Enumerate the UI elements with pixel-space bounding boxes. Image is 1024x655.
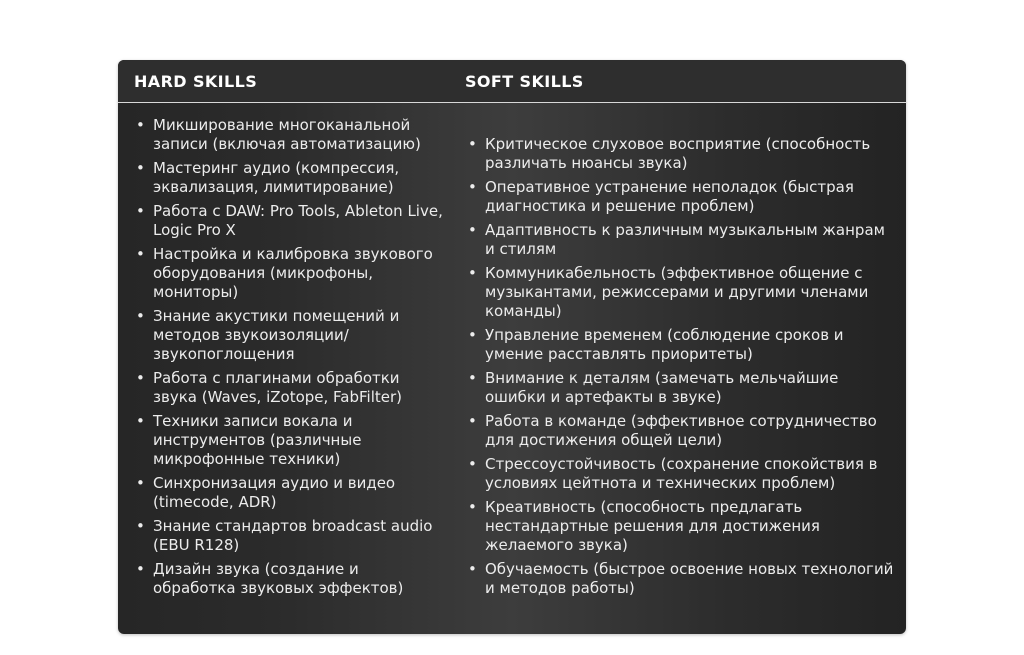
bullet-icon: • — [468, 135, 477, 153]
soft-skill-text: Стрессоустойчивость (сохранение спокойствия в условиях цейтнота и технических проблем) — [485, 455, 878, 492]
list-item — [466, 221, 898, 259]
hard-skill-text: Знание акустики помещений и методов звукоизоляции/ звукопоглощения — [153, 307, 400, 363]
soft-skill-text: Работа в команде (эффективное сотрудничество для достижения общей цели) — [485, 412, 877, 449]
bullet-icon: • — [136, 245, 145, 263]
list-item — [466, 369, 898, 407]
bullet-icon: • — [468, 178, 477, 196]
list-item — [134, 412, 444, 469]
soft-skills-list — [466, 135, 898, 603]
bullet-icon: • — [468, 498, 477, 516]
bullet-icon: • — [136, 369, 145, 387]
bullet-icon: • — [468, 369, 477, 387]
list-item — [134, 560, 444, 598]
list-item — [134, 474, 444, 512]
soft-skill-text: Обучаемость (быстрое освоение новых технологий и методов работы) — [485, 560, 894, 597]
list-item — [134, 245, 444, 302]
bullet-icon: • — [136, 159, 145, 177]
soft-skills-heading: SOFT SKILLS — [465, 72, 584, 91]
list-item — [466, 455, 898, 493]
bullet-icon: • — [468, 326, 477, 344]
list-item — [134, 517, 444, 555]
bullet-icon: • — [468, 560, 477, 578]
list-item — [134, 307, 444, 364]
list-item — [466, 135, 898, 173]
hard-skill-text: Знание стандартов broadcast audio (EBU R128) — [153, 517, 433, 554]
bullet-icon: • — [136, 202, 145, 220]
list-item — [466, 412, 898, 450]
hard-skill-text: Работа с DAW: Pro Tools, Ableton Live, Logic Pro X — [153, 202, 443, 239]
bullet-icon: • — [136, 307, 145, 325]
bullet-icon: • — [136, 412, 145, 430]
hard-skill-text: Синхронизация аудио и видео (timecode, ADR) — [153, 474, 396, 511]
soft-skill-text: Управление временем (соблюдение сроков и умение расставлять приоритеты) — [485, 326, 844, 363]
bullet-icon: • — [136, 560, 145, 578]
bullet-icon: • — [136, 517, 145, 535]
soft-skill-text: Коммуникабельность (эффективное общение с музыкантами, режиссерами и другими членами команды) — [485, 264, 869, 320]
hard-skill-text: Дизайн звука (создание и обработка звуковых эффектов) — [153, 560, 404, 597]
bullet-icon: • — [468, 221, 477, 239]
hard-skill-text: Настройка и калибровка звукового оборудования (микрофоны, мониторы) — [153, 245, 433, 301]
soft-skill-text: Критическое слуховое восприятие (способность различать нюансы звука) — [485, 135, 871, 172]
list-item — [134, 159, 444, 197]
bullet-icon: • — [136, 474, 145, 492]
list-item — [466, 178, 898, 216]
soft-skill-text: Креативность (способность предлагать нестандартные решения для достижения желаемого звука) — [485, 498, 820, 554]
bullet-icon: • — [468, 455, 477, 473]
hard-skill-text: Микширование многоканальной записи (включая автоматизацию) — [153, 116, 421, 153]
hard-skills-list — [134, 116, 444, 603]
hard-skills-heading: HARD SKILLS — [134, 72, 258, 91]
list-item — [466, 326, 898, 364]
hard-skill-text: Работа с плагинами обработки звука (Waves, iZotope, FabFilter) — [153, 369, 403, 406]
soft-skill-text: Оперативное устранение неполадок (быстрая диагностика и решение проблем) — [485, 178, 854, 215]
soft-skill-text: Внимание к деталям (замечать мельчайшие ошибки и артефакты в звуке) — [485, 369, 839, 406]
hard-skill-text: Техники записи вокала и инструментов (различные микрофонные техники) — [153, 412, 362, 468]
bullet-icon: • — [468, 412, 477, 430]
list-item — [134, 116, 444, 154]
skills-table — [118, 60, 906, 634]
list-item — [466, 560, 898, 598]
list-item — [466, 264, 898, 321]
bullet-icon: • — [468, 264, 477, 282]
hard-skill-text: Мастеринг аудио (компрессия, эквализация, лимитирование) — [153, 159, 400, 196]
list-item — [134, 369, 444, 407]
table-header — [118, 60, 906, 103]
bullet-icon: • — [136, 116, 145, 134]
soft-skill-text: Адаптивность к различным музыкальным жанрам и стилям — [485, 221, 885, 258]
list-item — [466, 498, 898, 555]
list-item — [134, 202, 444, 240]
